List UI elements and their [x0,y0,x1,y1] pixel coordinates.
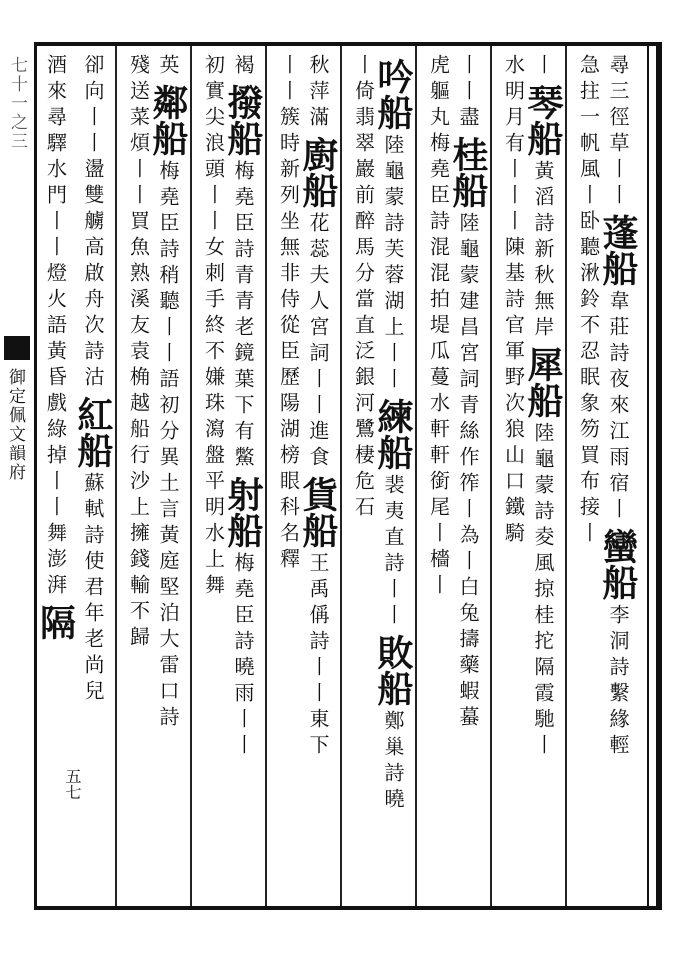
margin-strip [0,46,34,906]
annotation-text: 韋莊詩夜來江雨宿丨 [606,290,630,524]
column-divider [490,46,492,906]
text-column [222,54,264,894]
annotation-text: 卻向丨丨盪雙艣高啟舟次詩沽 [81,54,105,392]
column-divider [565,46,567,906]
text-column [494,54,524,894]
column-divider [115,46,117,906]
headword: 撥船 [222,84,264,156]
annotation-text: 丨倚翡翠巖前醉馬分 [351,54,376,288]
annotation-text: 英 [156,54,180,80]
annotation-text: 陸龜蒙詩芙蓉湖上丨丨 [381,134,405,394]
headword: 練船 [372,398,414,470]
annotation-text: 歷陽湖榜眼科名釋 [276,366,301,574]
annotation-text: 簇時新列坐無非侍從臣 [276,106,301,366]
annotation-text: 丨丨盡 [456,54,480,132]
headword: 敗船 [372,634,414,706]
left-border-rule [34,46,37,908]
headword: 射船 [222,476,264,548]
text-column [147,54,189,894]
annotation-text: 秋萍滿 [306,54,330,132]
text-column [419,54,449,894]
top-border-rule [34,42,662,46]
right-inner-rule [647,46,649,906]
annotation-text: 丨 [531,54,555,80]
margin-top-glyphs: 七十一之三 [7,56,27,151]
text-column [119,54,149,894]
annotation-text: 裴夷直詩丨丨 [381,474,405,630]
headword: 吟船 [372,58,414,130]
annotation-text: 褐 [231,54,255,80]
headword: 蓬船 [597,214,639,286]
annotation-text: 梅堯臣詩曉雨丨丨 [231,552,255,760]
annotation-text: 急拄一帆風 [576,54,601,184]
annotation-text: 黃滔詩新秋無岸 [531,160,555,342]
headword: 貨船 [297,476,339,548]
annotation-text: 丨卧聽湫鈴不忍眠 [576,184,601,392]
annotation-text: 初 [201,54,226,80]
headword: 桂船 [447,136,489,208]
text-column [597,54,639,894]
annotation-text: 戲綠掉丨丨舞澎湃 [43,392,68,600]
annotation-text: 梅堯臣詩稍聽丨丨語初分異土言黃庭堅泊大雷口詩 [156,160,180,732]
annotation-text: 酒來尋驛水門丨丨燈火語黃昏 [43,54,68,392]
page-number: 五七 [63,768,82,800]
headword: 犀船 [522,346,564,418]
text-column [194,54,224,894]
annotation-text: 丨陳基詩官軍野次狼山口鐵騎 [501,210,526,548]
annotation-text: 送菜煩丨丨買魚熟溪友袁桷越船行沙上擁錢輸不歸 [126,80,151,652]
annotation-text: 陸龜蒙詩夌風掠桂拕隔霞馳丨 [531,422,555,760]
column-divider [190,46,192,906]
annotation-text: 王禹偁詩丨丨東下 [306,552,330,760]
text-column [269,54,299,894]
headword: 琴船 [522,84,564,156]
annotation-text: 丸梅堯臣詩混混拍堤瓜蔓水軒軒銜尾丨檣丨 [426,106,451,600]
text-column [447,54,489,894]
right-border-rule [656,42,662,910]
annotation-text: 丨丨 [276,54,301,106]
annotation-text: 象笏買布接丨 [576,392,601,548]
annotation-text: 梅堯臣詩青青老鏡葉下有鱉 [231,160,255,472]
text-column [569,54,599,894]
text-column [34,54,77,894]
column-divider [415,46,417,906]
annotation-text: 鷺棲危石 [351,418,376,522]
annotation-text: 尋三徑草丨丨 [606,54,630,210]
book-title: 御定佩文韻府 [5,368,25,482]
text-column [344,54,374,894]
headword: 廚船 [297,136,339,208]
annotation-text: 虎軀 [426,54,451,106]
annotation-text: 李洞詩繫緣輕 [606,604,630,760]
column-divider [265,46,267,906]
annotation-text: 殘 [126,54,151,80]
text-column [372,54,414,894]
annotation-text: 花蕊夫人宮詞丨丨進食 [306,212,330,472]
text-column [522,54,564,894]
headword: 紅船 [72,396,114,468]
text-column [297,54,339,894]
annotation-text: 蘇軾詩使君年老尚兒 [81,472,105,706]
fish-tail-mark [4,336,30,360]
annotation-text: 珠瀉盤平明水上舞 [201,392,226,600]
headword: 蠻船 [597,528,639,600]
headword: 鄰船 [147,84,189,156]
bottom-border-rule [34,906,662,910]
annotation-text: 鄭巢詩曉 [381,710,405,814]
column-divider [340,46,342,906]
headword: 隔 [34,604,77,640]
annotation-text: 水明月有丨丨 [501,54,526,210]
annotation-text: 陸龜蒙建昌宮詞青絲作筰丨為丨白兔擣藥蝦蟇 [456,212,480,732]
annotation-text: 當直泛銀河 [351,288,376,418]
annotation-text: 實尖浪頭丨丨女刺手終不嫌 [201,80,226,392]
